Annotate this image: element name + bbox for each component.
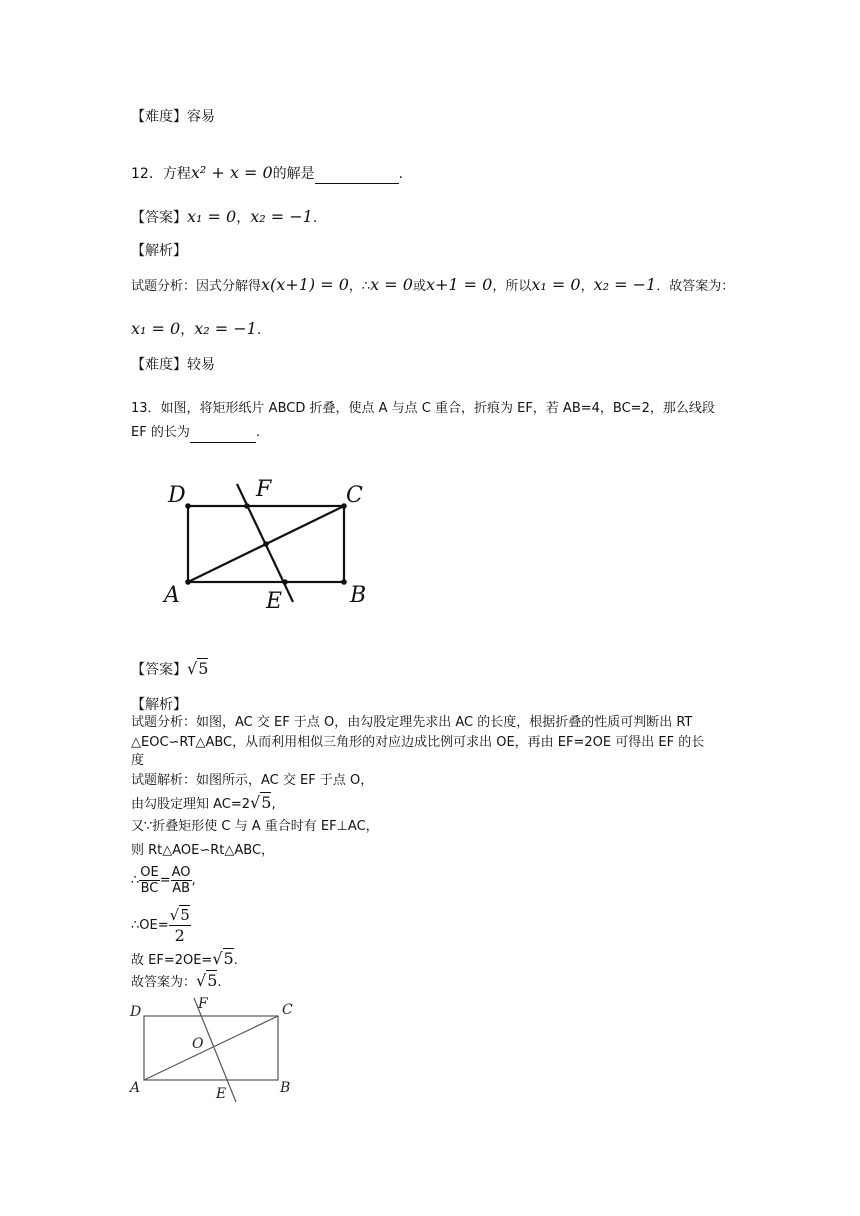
answer-label: 【答案】 bbox=[131, 662, 187, 678]
answer-x2: x₂ = −1 bbox=[250, 207, 313, 226]
answer-blank bbox=[315, 165, 399, 184]
therefore-symbol: ∴ bbox=[131, 873, 140, 888]
label-d: D bbox=[130, 1004, 142, 1020]
point-d bbox=[185, 503, 191, 509]
analysis-text: 或 bbox=[412, 279, 426, 294]
question-text: EF 的长为 bbox=[131, 425, 190, 440]
label-d: D bbox=[168, 483, 186, 508]
q13-analysis-line1: 试题分析：如图，AC 交 EF 于点 O，由勾股定理先求出 AC 的长度，根据折叠的性质可判断出 RT bbox=[131, 715, 693, 730]
solution-end: , bbox=[191, 873, 196, 888]
q13-solution-line1: 试题解析：如图所示，AC 交 EF 于点 O， bbox=[131, 773, 374, 788]
answer-end: . bbox=[312, 210, 318, 226]
q13-solution-line3: 又∵折叠矩形使 C 与 A 重合时有 EF⊥AC， bbox=[131, 819, 379, 834]
separator: ， bbox=[180, 322, 195, 338]
q13-question-line2 bbox=[131, 424, 260, 443]
q13-analysis-line3: 度 bbox=[131, 753, 145, 768]
q12-analysis-label: 【解析】 bbox=[131, 243, 187, 259]
analysis-text: ， bbox=[580, 279, 594, 294]
difficulty-value: 较易 bbox=[187, 357, 215, 373]
fraction-sqrt5-over-2 bbox=[169, 906, 191, 945]
radicand: 5 bbox=[198, 659, 209, 678]
question-end: . bbox=[255, 425, 260, 440]
q13-solution-ratio bbox=[131, 864, 196, 898]
diagonal-ac bbox=[144, 1016, 278, 1080]
q13-solution-line4: 则 Rt△AOE∽Rt△ABC， bbox=[131, 843, 275, 858]
solution-end: , bbox=[271, 797, 276, 812]
analysis-eq5: x₂ = −1 bbox=[593, 275, 657, 294]
label-b: B bbox=[280, 1080, 291, 1096]
numerator: √5 bbox=[169, 906, 190, 924]
solution-end: . bbox=[233, 953, 238, 968]
radicand: 5 bbox=[223, 949, 234, 968]
q13-solution-line2 bbox=[131, 794, 276, 814]
q13-solution-oe bbox=[131, 906, 191, 946]
analysis-text: 试题分析：因式分解得 bbox=[131, 279, 262, 294]
difficulty-label: 【难度】 bbox=[131, 109, 187, 125]
answer-blank bbox=[190, 424, 256, 443]
q13-solution-ef bbox=[131, 950, 238, 970]
q11-difficulty bbox=[131, 108, 215, 126]
label-a: A bbox=[164, 583, 180, 608]
fraction-ao-ab bbox=[171, 865, 192, 896]
final-x1: x₁ = 0 bbox=[131, 319, 181, 338]
analysis-eq3: x+1 = 0 bbox=[425, 275, 493, 294]
label-b: B bbox=[350, 583, 367, 608]
analysis-text: ．故答案为： bbox=[656, 279, 735, 294]
radicand: 5 bbox=[261, 793, 272, 812]
q13-question-line1: 13．如图，将矩形纸片 ABCD 折叠，使点 A 与点 C 重合，折痕为 EF，若 AB=4，BC=2，那么线段 bbox=[131, 401, 715, 416]
solution-end: . bbox=[217, 975, 222, 990]
q12-final-answer bbox=[131, 320, 261, 339]
radicand: 5 bbox=[180, 906, 190, 924]
analysis-eq2: x = 0 bbox=[370, 275, 413, 294]
solution-text: ∴OE= bbox=[131, 918, 169, 933]
q13-answer bbox=[131, 660, 208, 679]
q13-solution-final bbox=[131, 972, 222, 992]
label-o: O bbox=[192, 1036, 204, 1052]
solution-text: 故 EF=2OE= bbox=[131, 953, 213, 968]
figure-2-rectangle-fold bbox=[124, 994, 304, 1108]
final-x2: x₂ = −1 bbox=[194, 319, 257, 338]
numerator: AO bbox=[171, 865, 191, 880]
separator: ， bbox=[236, 210, 251, 226]
point-a bbox=[185, 579, 191, 585]
q12-difficulty bbox=[131, 356, 215, 374]
analysis-eq4: x₁ = 0 bbox=[531, 275, 581, 294]
radicand: 5 bbox=[207, 971, 218, 990]
equation: x² + x = 0 bbox=[190, 163, 273, 182]
point-f bbox=[244, 503, 250, 509]
label-f: F bbox=[256, 477, 272, 502]
analysis-text: ，∴ bbox=[348, 279, 371, 294]
solution-text: 由勾股定理知 AC=2 bbox=[131, 797, 251, 812]
sqrt: √5 bbox=[212, 949, 234, 968]
point-e bbox=[282, 579, 288, 585]
label-e: E bbox=[266, 589, 283, 614]
q13-analysis-line2: △EOC∽RT△ABC，从而利用相似三角形的对应边成比例可求出 OE，再由 EF=2OE 可得出 EF 的长 bbox=[131, 735, 705, 750]
fraction-oe-bc bbox=[139, 865, 159, 896]
label-c: C bbox=[346, 483, 363, 508]
q12-answer bbox=[131, 208, 317, 227]
label-c: C bbox=[282, 1002, 293, 1018]
answer-sqrt: √5 bbox=[187, 659, 209, 678]
denominator: BC bbox=[140, 881, 159, 896]
q12-question bbox=[131, 164, 403, 184]
label-f: F bbox=[198, 996, 208, 1012]
equals: = bbox=[159, 873, 171, 888]
q12-analysis bbox=[131, 276, 734, 296]
final-end: . bbox=[256, 322, 262, 338]
analysis-text: ，所以 bbox=[492, 279, 532, 294]
denominator: 2 bbox=[174, 926, 185, 945]
numerator: OE bbox=[140, 865, 159, 880]
difficulty-value: 容易 bbox=[187, 109, 215, 125]
label-e: E bbox=[216, 1086, 227, 1102]
point-o bbox=[263, 541, 269, 547]
answer-x1: x₁ = 0 bbox=[187, 207, 237, 226]
answer-label: 【答案】 bbox=[131, 210, 187, 226]
sqrt: √5 bbox=[250, 793, 272, 812]
denominator: AB bbox=[172, 881, 190, 896]
difficulty-label: 【难度】 bbox=[131, 357, 187, 373]
analysis-eq1: x(x+1) = 0 bbox=[261, 275, 349, 294]
sqrt: √5 bbox=[196, 971, 218, 990]
question-text: 的解是 bbox=[272, 166, 315, 182]
question-number: 12．方程 bbox=[131, 166, 191, 182]
point-b bbox=[341, 579, 347, 585]
label-a: A bbox=[130, 1080, 141, 1096]
solution-text: 故答案为： bbox=[131, 975, 197, 990]
question-end: . bbox=[398, 166, 404, 182]
q13-analysis-label: 【解析】 bbox=[131, 697, 187, 713]
figure-1-rectangle-fold bbox=[160, 474, 380, 614]
